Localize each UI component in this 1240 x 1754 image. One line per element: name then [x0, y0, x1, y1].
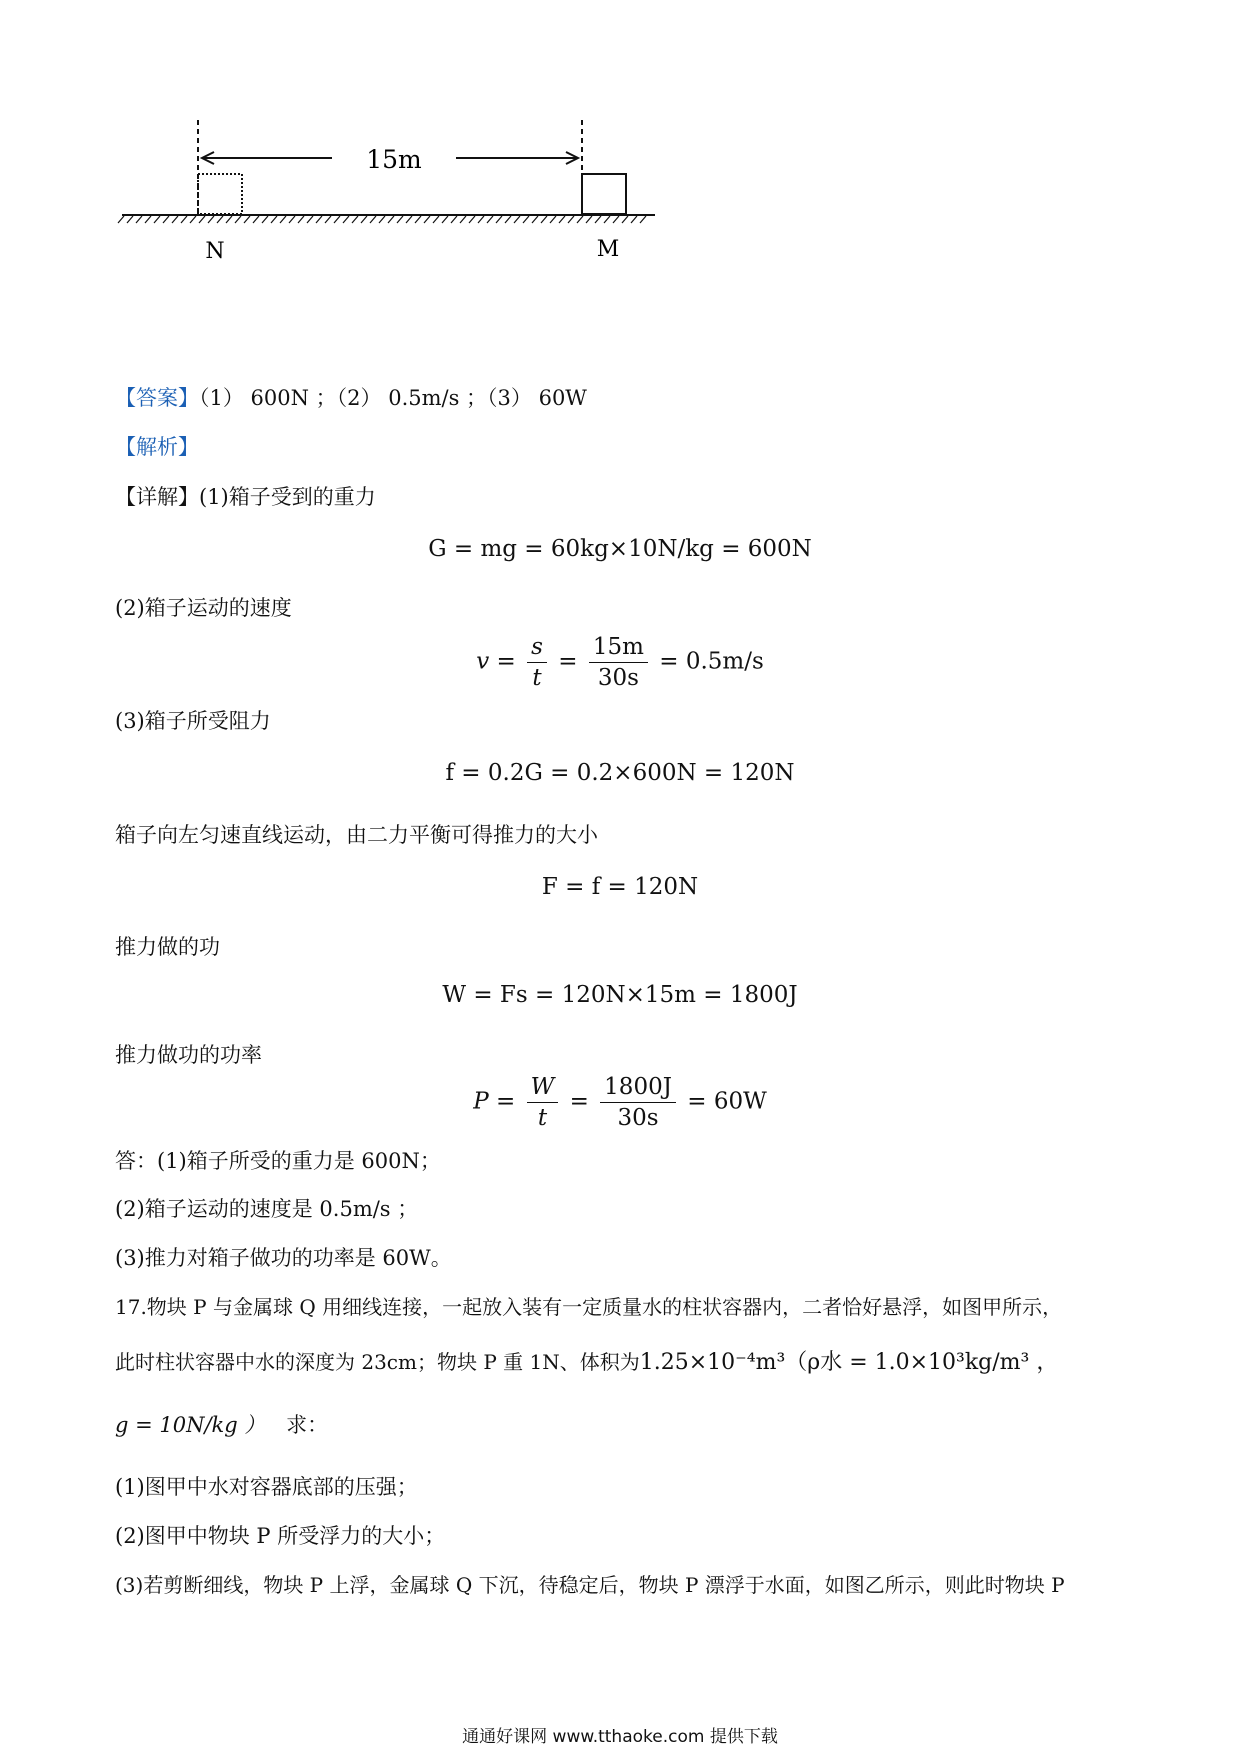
answer-line: [115, 383, 587, 413]
q17-volume: 1.25×10⁻⁴m³: [639, 1350, 786, 1375]
power-fraction-1: $\frac{W}{t}$: [527, 1072, 559, 1133]
hatch-mark: [487, 216, 493, 223]
hatch-mark: [343, 216, 349, 223]
hatch-mark: [316, 216, 322, 223]
answer-text: （1） 600N ；（2） 0.5m/s ；（3） 60W: [199, 386, 587, 410]
analysis-tag: 【解析】: [115, 435, 199, 459]
hatch-mark: [172, 216, 178, 223]
power-lhs: P =: [473, 1088, 516, 1115]
ground-hatching: [118, 216, 646, 223]
hatch-mark: [604, 216, 610, 223]
hatch-mark: [190, 216, 196, 223]
hatch-mark: [361, 216, 367, 223]
hatch-mark: [640, 216, 646, 223]
hatch-mark: [523, 216, 529, 223]
hatch-mark: [577, 216, 583, 223]
q17-line2: [115, 1347, 1058, 1378]
hatch-mark: [154, 216, 160, 223]
detail-tag: 【详解】: [115, 485, 199, 509]
conclusion-1: 答：(1)箱子所受的重力是 600N；: [115, 1149, 441, 1173]
hatch-mark: [550, 216, 556, 223]
hatch-mark: [478, 216, 484, 223]
hatch-mark: [613, 216, 619, 223]
conclusion-3: (3)推力对箱子做功的功率是 60W。: [115, 1246, 452, 1270]
hatch-mark: [586, 216, 592, 223]
hatch-mark: [433, 216, 439, 223]
hatch-mark: [208, 216, 214, 223]
hatch-mark: [181, 216, 187, 223]
q17-line1: 17.物块 P 与金属球 Q 用细线连接，一起放入装有一定质量水的柱状容器内，二者恰好悬浮，如图甲所示，: [115, 1295, 1063, 1319]
work-label: 推力做的功: [115, 935, 220, 959]
hatch-mark: [253, 216, 259, 223]
hatch-mark: [595, 216, 601, 223]
hatch-mark: [289, 216, 295, 223]
speed-lhs: v =: [476, 648, 516, 675]
hatch-mark: [136, 216, 142, 223]
hatch-mark: [235, 216, 241, 223]
hatch-mark: [217, 216, 223, 223]
hatch-mark: [352, 216, 358, 223]
n-label: N: [205, 239, 225, 264]
box-m: [582, 174, 626, 214]
detail-line: [115, 482, 376, 512]
conclusion-2: (2)箱子运动的速度是 0.5m/s ；: [115, 1197, 419, 1221]
hatch-mark: [415, 216, 421, 223]
balance-line: 箱子向左匀速直线运动，由二力平衡可得推力的大小: [115, 823, 598, 847]
hatch-mark: [325, 216, 331, 223]
hatch-mark: [622, 216, 628, 223]
hatch-mark: [496, 216, 502, 223]
q17-item-1: (1)图甲中水对容器底部的压强；: [115, 1475, 418, 1499]
speed-rhs: = 0.5m/s: [659, 648, 764, 675]
m-label: M: [596, 237, 620, 262]
speed-fraction-1: $\frac{s}{t}$: [527, 632, 547, 693]
q17-gravity-constant: g = 10N/kg ）: [115, 1413, 266, 1437]
q17-line3: [115, 1410, 328, 1440]
hatch-mark: [514, 216, 520, 223]
hatch-mark: [145, 216, 151, 223]
hatch-mark: [568, 216, 574, 223]
step2-line: (2)箱子运动的速度: [115, 596, 292, 620]
hatch-mark: [388, 216, 394, 223]
power-rhs: = 60W: [687, 1088, 767, 1115]
footer: 通通好课网 www.tthaoke.com 提供下载: [462, 1727, 778, 1747]
q17-item-3: (3)若剪断细线，物块 P 上浮，金属球 Q 下沉，待稳定后，物块 P 漂浮于水面，如图乙所示，则此时物块 P: [115, 1573, 1065, 1597]
analysis-line: [115, 432, 199, 462]
hatch-mark: [505, 216, 511, 223]
hatch-mark: [262, 216, 268, 223]
equation-work: W = Fs = 120N×15m = 1800J: [442, 982, 798, 1008]
hatch-mark: [379, 216, 385, 223]
hatch-mark: [163, 216, 169, 223]
equation-speed: v = $\frac{s}{t}$ = $\frac{15m}{30s}$ = 0.5m/s: [476, 634, 764, 691]
equation-push: F = f = 120N: [541, 874, 699, 900]
hatch-mark: [226, 216, 232, 223]
q17-item-2: (2)图甲中物块 P 所受浮力的大小；: [115, 1524, 446, 1548]
hatch-mark: [307, 216, 313, 223]
hatch-mark: [334, 216, 340, 223]
hatch-mark: [199, 216, 205, 223]
hatch-mark: [271, 216, 277, 223]
q17-ask: 求：: [286, 1413, 329, 1437]
equation-friction: f = 0.2G = 0.2×600N = 120N: [445, 760, 795, 786]
hatch-mark: [442, 216, 448, 223]
q17-line2-text: 此时柱状容器中水的深度为 23cm；物块 P 重 1N、体积为: [115, 1350, 640, 1374]
distance-label: 15m: [366, 145, 422, 174]
hatch-mark: [532, 216, 538, 223]
power-label: 推力做功的功率: [115, 1043, 262, 1067]
equation-gravity: G = mg = 60kg×10N/kg = 600N: [428, 536, 812, 562]
box-n-dotted: [198, 174, 242, 214]
hatch-mark: [397, 216, 403, 223]
hatch-mark: [280, 216, 286, 223]
step3-line: (3)箱子所受阻力: [115, 709, 271, 733]
hatch-mark: [406, 216, 412, 223]
hatch-mark: [424, 216, 430, 223]
hatch-mark: [244, 216, 250, 223]
hatch-mark: [127, 216, 133, 223]
hatch-mark: [460, 216, 466, 223]
power-fraction-2: $\frac{1800J}{30s}$: [600, 1072, 676, 1133]
detail-text: (1)箱子受到的重力: [199, 485, 376, 509]
q17-density: （ρ水 = 1.0×10³kg/m³ ，: [785, 1350, 1059, 1375]
equation-power: P = $\frac{W}{t}$ = $\frac{1800J}{30s}$ = 60W: [473, 1074, 767, 1131]
hatch-mark: [559, 216, 565, 223]
motion-diagram: [110, 110, 670, 310]
hatch-mark: [631, 216, 637, 223]
answer-tag: 【答案】: [115, 386, 199, 410]
hatch-mark: [370, 216, 376, 223]
hatch-mark: [298, 216, 304, 223]
hatch-mark: [118, 216, 124, 223]
hatch-mark: [469, 216, 475, 223]
hatch-mark: [451, 216, 457, 223]
speed-fraction-2: $\frac{15m}{30s}$: [589, 632, 648, 693]
hatch-mark: [541, 216, 547, 223]
